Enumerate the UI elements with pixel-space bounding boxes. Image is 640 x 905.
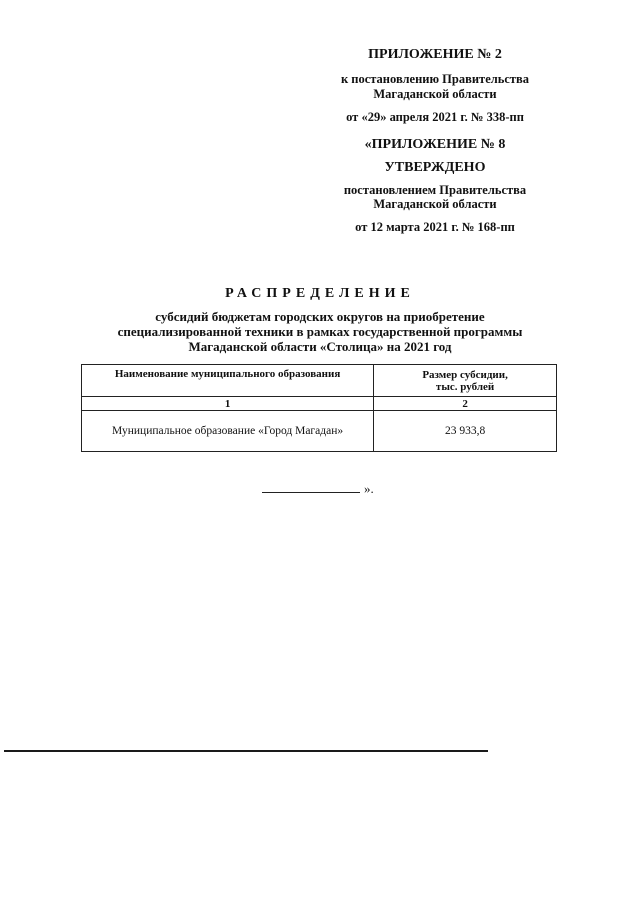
- column-number-1: 1: [82, 397, 374, 411]
- header-subsidy-line-2: тыс. рублей: [435, 380, 495, 393]
- distribution-table: [81, 364, 557, 452]
- header-subsidy-amount: [374, 365, 557, 397]
- municipality-name: Муниципальное образование «Город Магадан»: [82, 411, 374, 452]
- subtitle-line-2: специализированной техники в рамках государственной программы: [117, 324, 523, 339]
- resolution-date-number: от «29» апреля 2021 г. № 338-пп: [346, 110, 524, 124]
- resolution-reference: к постановлению Правительства: [340, 72, 530, 86]
- column-number-2: 2: [374, 397, 557, 411]
- approved-date-number: от 12 марта 2021 г. № 168-пп: [355, 220, 515, 234]
- closing-quote: ».: [364, 481, 374, 496]
- region-name: Магаданской области: [373, 87, 497, 101]
- approved-by: постановлением Правительства: [343, 183, 527, 197]
- subtitle-line-3: Магаданской области «Столица» на 2021 год: [188, 339, 452, 354]
- approved-label: УТВЕРЖДЕНО: [384, 160, 486, 175]
- bottom-rule: [4, 750, 488, 752]
- header-subsidy-line-1: Размер субсидии,: [422, 368, 508, 381]
- subtitle-line-1: субсидий бюджетам городских округов на приобретение: [155, 309, 485, 324]
- subsidy-amount: 23 933,8: [374, 411, 557, 452]
- appendix-8-title: «ПРИЛОЖЕНИЕ № 8: [364, 137, 506, 152]
- table-row: [82, 411, 557, 452]
- approved-region: Магаданской области: [373, 197, 497, 211]
- closing-underline: [262, 480, 360, 493]
- header-municipality: Наименование муниципального образования: [82, 365, 374, 397]
- appendix-title: ПРИЛОЖЕНИЕ № 2: [368, 47, 502, 62]
- document-title: РАСПРЕДЕЛЕНИЕ: [225, 286, 415, 301]
- closing-line: [262, 480, 374, 497]
- table-column-number-row: [82, 397, 557, 411]
- table-header-row: [82, 365, 557, 397]
